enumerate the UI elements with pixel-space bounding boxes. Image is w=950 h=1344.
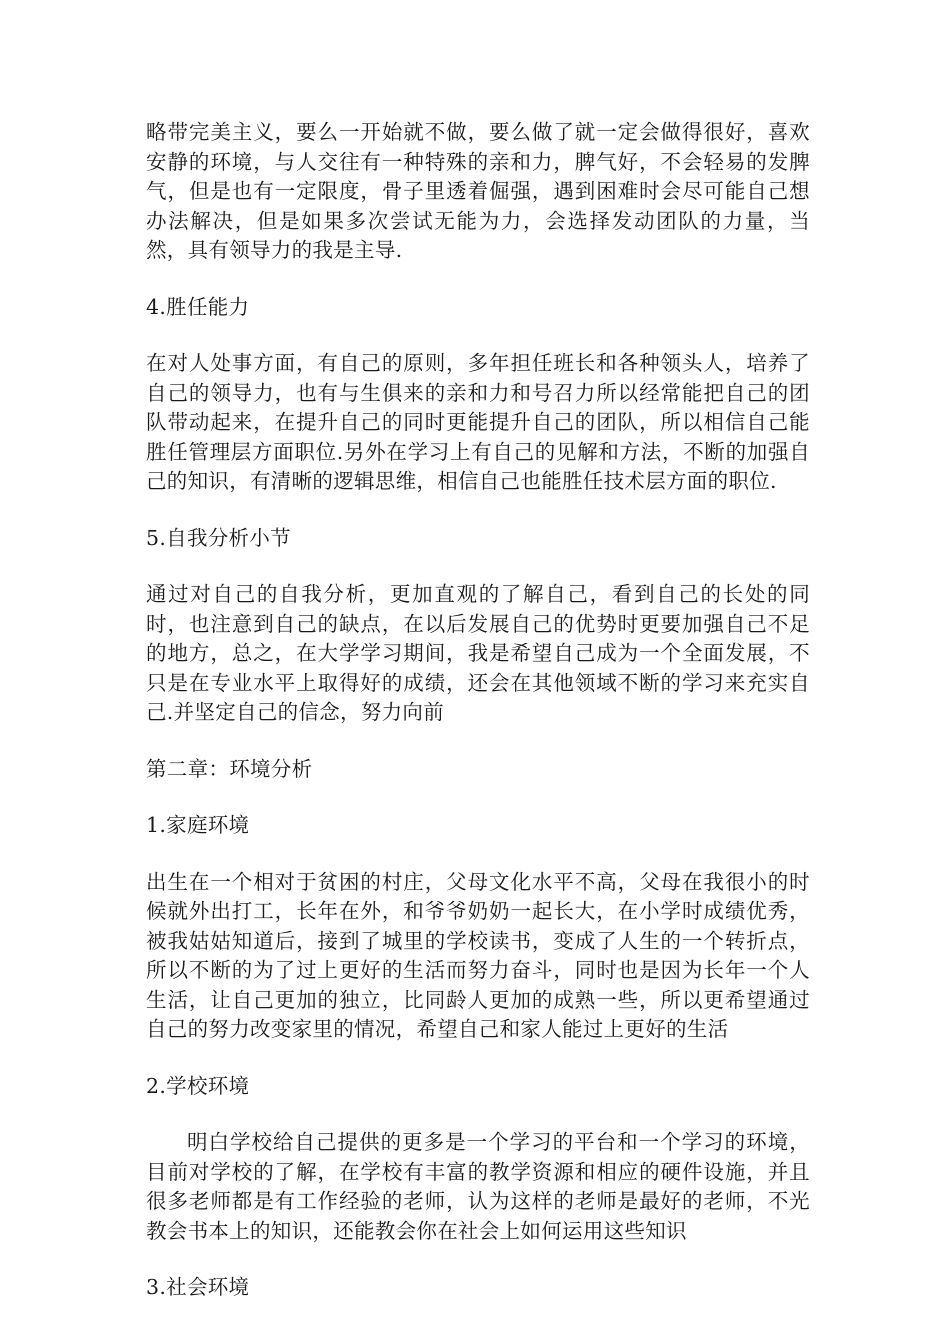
section-heading-self-analysis-summary: 5.自我分析小节: [146, 525, 291, 550]
school-environment-paragraph: 明白学校给自己提供的更多是一个学习的平台和一个学习的环境，目前对学校的了解，在学校有丰富的教学资源和相应的硬件设施，并且很多老师都是有工作经验的老师，认为这样的老师是最好的老师，不光教会书本上的知识，还能教会你在社会上如何运用这些知识: [146, 1130, 810, 1243]
section-heading-competence: 4.胜任能力: [146, 294, 250, 319]
chapter-heading-environment-analysis: 第二章：环境分析: [146, 756, 313, 781]
section-heading-school-environment: 2.学校环境: [146, 1073, 250, 1098]
family-environment-paragraph: 出生在一个相对于贫困的村庄，父母文化水平不高，父母在我很小的时候就外出打工，长年在外，和爷爷奶奶一起长大，在小学时成绩优秀，被我姑姑知道后，接到了城里的学校读书，变成了人生的一个转折点，所以不断的为了过上更好的生活而努力奋斗，同时也是因为长年一个人生活，让自己更加的独立，比同龄人更加的成熟一些，所以更希望通过自己的努力改变家里的情况，希望自己和家人能过上更好的生活: [146, 869, 810, 1041]
document-page: [146, 118, 810, 1330]
competence-paragraph: 在对人处事方面，有自己的原则，多年担任班长和各种领头人，培养了自己的领导力，也有与生俱来的亲和力和号召力所以经常能把自己的团队带动起来，在提升自己的同时更能提升自己的团队，所以相信自己能胜任管理层方面职位.另外在学习上有自己的见解和方法，不断的加强自己的知识，有清晰的逻辑思维，相信自己也能胜任技术层方面的职位.: [146, 351, 810, 493]
section-heading-family-environment: 1.家庭环境: [146, 813, 250, 837]
self-analysis-summary-paragraph: 通过对自己的自我分析，更加直观的了解自己，看到自己的长处的同时，也注意到自己的缺点，在以后发展自己的优势时更要加强自己不足的地方，总之，在大学学习期间，我是希望自己成为一个全面发展，不只是在专业水平上取得好的成绩，还会在其他领域不断的学习来充实自己.并坚定自己的信念，努力向前: [146, 582, 810, 724]
section-heading-social-environment: 3.社会环境: [146, 1275, 250, 1299]
personality-paragraph: 略带完美主义，要么一开始就不做，要么做了就一定会做得很好，喜欢安静的环境，与人交往有一种特殊的亲和力，脾气好，不会轻易的发脾气，但是也有一定限度，骨子里透着倔强，遇到困难时会尽可能自己想办法解决，但是如果多次尝试无能为力，会选择发动团队的力量，当然，具有领导力的我是主导.: [146, 120, 810, 262]
